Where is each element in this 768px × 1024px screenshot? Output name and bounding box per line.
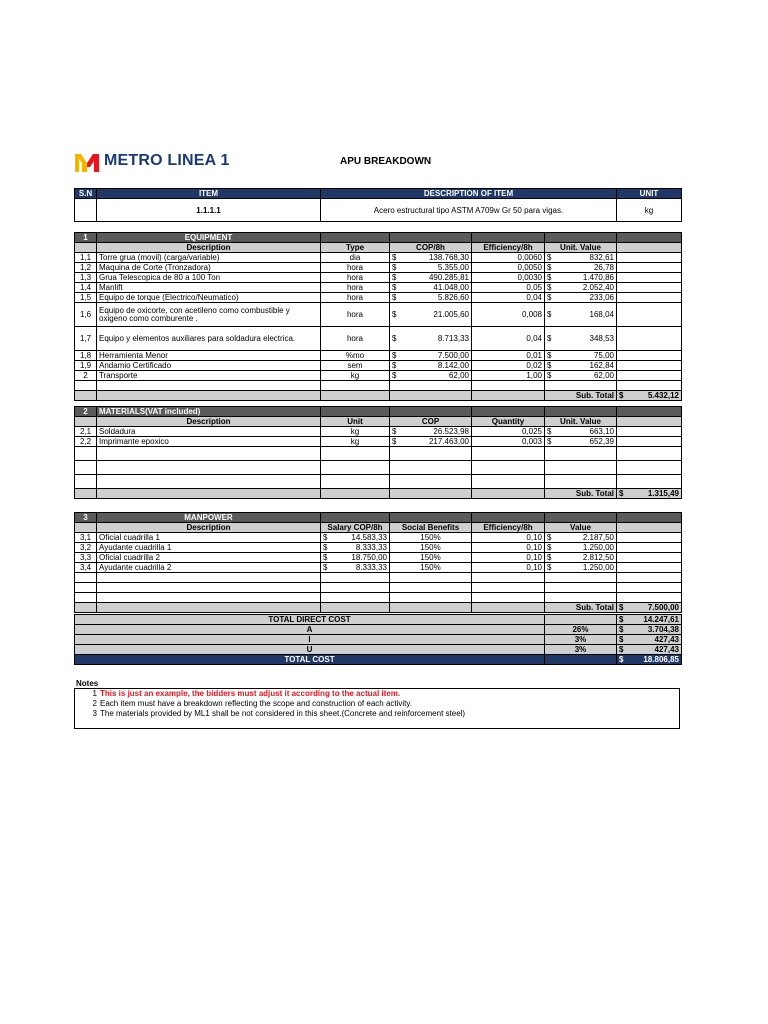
note-item: 1 This is just an example, the bidders must adjust it according to the actual item. [92,689,401,698]
row-efficiency: 0,10 [472,533,545,543]
currency-symbol: $ [547,263,552,272]
row-number: 1,8 [75,351,97,361]
equipment-col-efficiency: Efficiency/8h [472,243,545,253]
currency-symbol: $ [392,361,397,370]
equipment-section-number: 1 [75,233,97,243]
row-description: Ayudante cuadrilla 2 [97,563,321,573]
row-type: dia [321,253,390,263]
row-value: 1.250,00 [582,543,614,552]
notes-title: Notes [76,679,99,688]
row-value: 2.812,50 [582,553,614,562]
manpower-subtotal-currency: $ [619,603,624,612]
row-value: 652,39 [589,437,614,446]
table-row [75,273,682,283]
equipment-subtotal-label: Sub. Total [545,391,617,401]
row-cop: 490.285,81 [428,273,469,282]
row-salary: 14.583,33 [351,533,387,542]
totals-table [74,614,682,665]
overhead-u-value: 427,43 [654,645,679,654]
row-type: hora [321,273,390,283]
row-number: 2,2 [75,437,97,447]
row-type: hora [321,293,390,303]
sn-header: S.N [75,189,97,199]
row-cop: 8.142,00 [437,361,469,370]
row-description: Grua Telescopica de 80 a 100 Ton [97,273,321,283]
row-type: kg [321,427,390,437]
row-number: 2,1 [75,427,97,437]
materials-col-description: Description [97,417,321,427]
row-efficiency: 1,00 [472,371,545,381]
row-description: Torre grua (movil) (carga/variable) [97,253,321,263]
table-row [75,253,682,263]
overhead-i-currency: $ [619,635,624,644]
row-value: 1.250,00 [582,563,614,572]
row-type: hora [321,283,390,293]
currency-symbol: $ [392,371,397,380]
currency-symbol: $ [392,293,397,302]
row-number: 1,6 [75,303,97,327]
row-type: hora [321,327,390,351]
row-cop: 217.463,00 [428,437,469,446]
row-benefits: 150% [390,563,472,573]
row-number: 1,3 [75,273,97,283]
materials-table [74,406,682,499]
overhead-a-currency: $ [619,625,624,634]
currency-symbol: $ [547,427,552,436]
materials-col-unit: Unit [321,417,390,427]
currency-symbol: $ [547,310,552,319]
logo-text: METRO LINEA 1 [104,152,230,169]
row-efficiency: 0,0030 [472,273,545,283]
item-header-table [74,188,682,222]
row-number: 3,3 [75,553,97,563]
note-text-3: The materials provided by ML1 shall be not considered in this sheet.(Concrete and reinforcement steel) [100,709,466,718]
overhead-a-value: 3.704,38 [647,625,679,634]
currency-symbol: $ [547,283,552,292]
currency-symbol: $ [547,293,552,302]
currency-symbol: $ [547,563,552,572]
currency-symbol: $ [392,310,397,319]
total-direct-cost-value: 14.247,61 [643,615,679,624]
materials-subtotal-label: Sub. Total [545,489,617,499]
row-value: 75,00 [593,351,614,360]
equipment-section-title: EQUIPMENT [97,233,321,243]
row-efficiency: 0,0060 [472,253,545,263]
item-unit: kg [617,199,682,222]
manpower-subtotal-value: 7.500,00 [647,603,679,612]
note-item: 3 The materials provided by ML1 shall be not considered in this sheet.(Concrete and reinforcement steel) [92,709,466,718]
row-cop: 62,00 [448,371,469,380]
row-description: Soldadura [97,427,321,437]
manpower-col-salary: Salary COP/8h [321,523,390,533]
row-benefits: 150% [390,533,472,543]
row-cop: 26.523,98 [433,427,469,436]
equipment-col-unit-value: Unit. Value [545,243,617,253]
row-description: Equipo de oxicorte, con acetileno como combustible y oxigeno como comburente . [97,303,321,327]
total-cost-currency: $ [619,655,624,664]
currency-symbol: $ [547,371,552,380]
note-text-2: Each item must have a breakdown reflecting the scope and construction of each activity. [100,699,413,708]
currency-symbol: $ [547,533,552,542]
equipment-subtotal-value: 5.432,12 [647,391,679,400]
row-efficiency: 0,04 [472,293,545,303]
row-cop: 7.500,00 [437,351,469,360]
table-row [75,437,682,447]
equipment-subtotal-currency: $ [619,391,624,400]
table-row [75,553,682,563]
currency-symbol: $ [547,543,552,552]
row-number: 2 [75,371,97,381]
materials-section-title: MATERIALS(VAT included) [97,407,321,417]
currency-symbol: $ [323,533,328,542]
row-number: 1,2 [75,263,97,273]
row-efficiency: 0,10 [472,543,545,553]
table-row [75,263,682,273]
row-description: Andamio Certificado [97,361,321,371]
row-efficiency: 0,025 [472,427,545,437]
equipment-rows [75,253,682,381]
row-efficiency: 0,05 [472,283,545,293]
currency-symbol: $ [547,553,552,562]
row-value: 348,53 [589,334,614,343]
item-header: ITEM [97,189,321,199]
currency-symbol: $ [547,253,552,262]
table-row [75,327,682,351]
row-number: 1,5 [75,293,97,303]
row-type: hora [321,303,390,327]
manpower-table [74,512,682,613]
manpower-col-description: Description [97,523,321,533]
currency-symbol: $ [392,334,397,343]
row-cop: 21.005,60 [433,310,469,319]
currency-symbol: $ [392,253,397,262]
equipment-table [74,232,682,401]
row-description: Imprimante epoxico [97,437,321,447]
currency-symbol: $ [392,437,397,446]
manpower-section-title: MANPOWER [97,513,321,523]
row-number: 1,1 [75,253,97,263]
table-row [75,543,682,553]
row-efficiency: 0,10 [472,563,545,573]
currency-symbol: $ [547,273,552,282]
table-row [75,563,682,573]
materials-subtotal-value: 1.315,49 [647,489,679,498]
table-row [75,427,682,437]
unit-header: UNIT [617,189,682,199]
currency-symbol: $ [323,553,328,562]
row-number: 3,2 [75,543,97,553]
row-efficiency: 0,0050 [472,263,545,273]
overhead-u-percent: 3% [545,645,617,655]
row-number: 3,1 [75,533,97,543]
materials-col-cop: COP [390,417,472,427]
table-row [75,351,682,361]
item-description: Acero estructural tipo ASTM A709w Gr 50 para vigas. [321,199,617,222]
row-type: hora [321,263,390,273]
row-cop: 8.713,33 [437,334,469,343]
row-value: 832,61 [589,253,614,262]
currency-symbol: $ [323,543,328,552]
row-number: 3,4 [75,563,97,573]
manpower-section-number: 3 [75,513,97,523]
row-number: 1,9 [75,361,97,371]
row-description: Equipo de torque (Electrico/Neumatico) [97,293,321,303]
manpower-col-benefits: Social Benefits [390,523,472,533]
row-cop: 5.826,60 [437,293,469,302]
currency-symbol: $ [547,361,552,370]
manpower-rows [75,533,682,573]
materials-rows [75,427,682,447]
table-row [75,371,682,381]
total-cost-value: 18.806,85 [643,655,679,664]
currency-symbol: $ [392,351,397,360]
table-row [75,361,682,371]
materials-subtotal-currency: $ [619,489,624,498]
row-value: 663,10 [589,427,614,436]
row-value: 162,84 [589,361,614,370]
currency-symbol: $ [392,283,397,292]
equipment-col-description: Description [97,243,321,253]
currency-symbol: $ [547,351,552,360]
overhead-a-percent: 26% [545,625,617,635]
row-value: 1.470,86 [582,273,614,282]
table-row [75,533,682,543]
row-number: 1,4 [75,283,97,293]
page-title: APU BREAKDOWN [340,156,432,167]
currency-symbol: $ [547,334,552,343]
row-description: Oficial cuadrilla 1 [97,533,321,543]
manpower-subtotal-label: Sub. Total [545,603,617,613]
row-value: 233,06 [589,293,614,302]
manpower-col-efficiency: Efficiency/8h [472,523,545,533]
row-value: 2.187,50 [582,533,614,542]
total-cost-label: TOTAL COST [75,655,545,665]
row-description: Herramienta Menor [97,351,321,361]
row-benefits: 150% [390,553,472,563]
row-value: 62,00 [593,371,614,380]
row-type: sem [321,361,390,371]
row-efficiency: 0,01 [472,351,545,361]
row-description: Manlift [97,283,321,293]
row-benefits: 150% [390,543,472,553]
materials-section-number: 2 [75,407,97,417]
row-efficiency: 0,003 [472,437,545,447]
overhead-u-currency: $ [619,645,624,654]
materials-col-quantity: Quantity [472,417,545,427]
row-description: Ayudante cuadrilla 1 [97,543,321,553]
note-item: 2 Each item must have a breakdown reflecting the scope and construction of each activity. [92,699,413,708]
notes-box [74,688,680,729]
row-salary: 8.333,33 [355,543,387,552]
row-cop: 5.355,00 [437,263,469,272]
row-type: %mo [321,351,390,361]
row-efficiency: 0,04 [472,327,545,351]
table-row [75,283,682,293]
currency-symbol: $ [547,437,552,446]
row-efficiency: 0,10 [472,553,545,563]
description-header: DESCRIPTION OF ITEM [321,189,617,199]
manpower-col-value: Value [545,523,617,533]
total-direct-cost-currency: $ [619,615,624,624]
currency-symbol: $ [392,273,397,282]
overhead-a-label: A [75,625,545,635]
row-value: 168,04 [589,310,614,319]
equipment-col-type: Type [321,243,390,253]
metro-linea-logo [74,150,264,176]
row-description: Equipo y elementos auxiliares para soldadura electrica. [97,327,321,351]
total-direct-cost-label: TOTAL DIRECT COST [75,615,545,625]
row-value: 2.052,40 [582,283,614,292]
row-description: Maquina de Corte (Tronzadora) [97,263,321,273]
row-salary: 8.333,33 [355,563,387,572]
currency-symbol: $ [392,427,397,436]
metro-logo-icon [74,150,100,174]
row-value: 26,78 [593,263,614,272]
row-cop: 41.048,00 [433,283,469,292]
overhead-i-label: I [75,635,545,645]
overhead-i-value: 427,43 [654,635,679,644]
row-description: Oficial cuadrilla 2 [97,553,321,563]
currency-symbol: $ [392,263,397,272]
row-type: kg [321,371,390,381]
note-text-1: This is just an example, the bidders must adjust it according to the actual item. [100,689,401,698]
materials-col-unit-value: Unit. Value [545,417,617,427]
row-efficiency: 0,02 [472,361,545,371]
row-description: Transporte [97,371,321,381]
item-code: 1.1.1.1 [97,199,321,222]
overhead-i-percent: 3% [545,635,617,645]
row-salary: 18.750,00 [351,553,387,562]
overhead-u-label: U [75,645,545,655]
equipment-col-cop: COP/8h [390,243,472,253]
row-number: 1,7 [75,327,97,351]
currency-symbol: $ [323,563,328,572]
table-row [75,293,682,303]
row-cop: 138.768,30 [428,253,469,262]
row-efficiency: 0,008 [472,303,545,327]
row-type: kg [321,437,390,447]
table-row [75,303,682,327]
